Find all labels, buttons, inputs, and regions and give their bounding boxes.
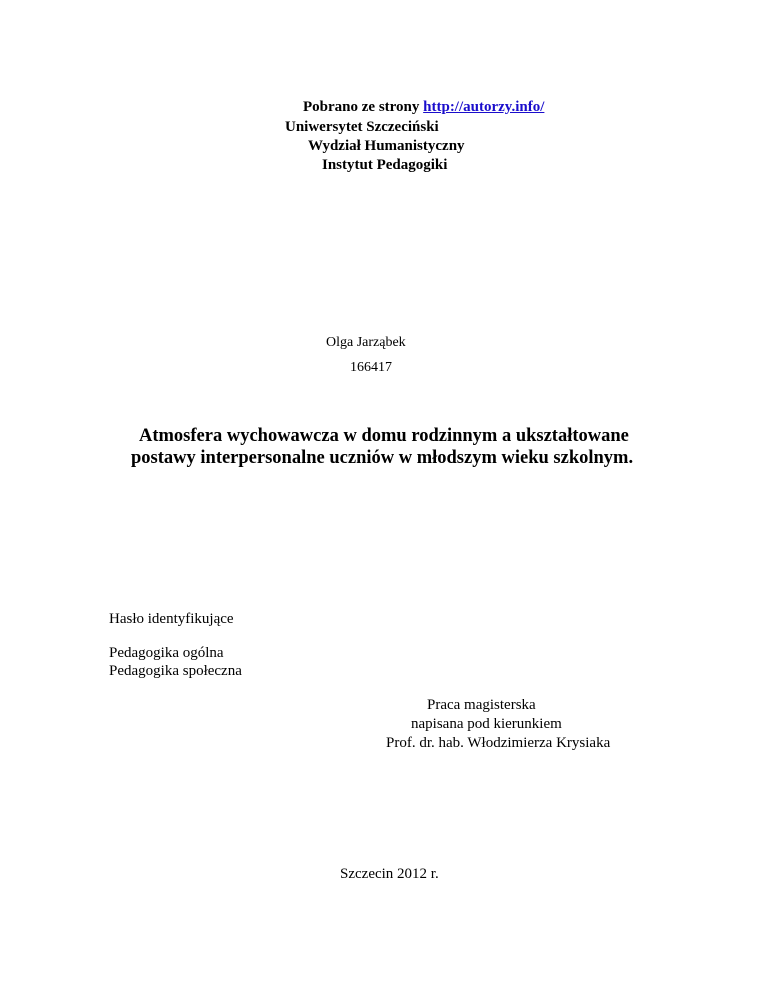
- supervision-note: napisana pod kierunkiem: [411, 716, 562, 732]
- university-name: Uniwersytet Szczeciński: [285, 119, 439, 135]
- downloaded-from-line: [303, 99, 544, 116]
- author-name: Olga Jarząbek: [326, 335, 406, 350]
- keywords-heading: Hasło identyfikujące: [109, 611, 234, 627]
- thesis-title-line-1: Atmosfera wychowawcza w domu rodzinnym a ukształtowane: [139, 426, 629, 446]
- place-and-date: Szczecin 2012 r.: [340, 866, 439, 882]
- faculty-name: Wydział Humanistyczny: [308, 138, 465, 154]
- keyword-item: Pedagogika społeczna: [109, 663, 242, 679]
- student-id: 166417: [350, 360, 392, 375]
- source-link[interactable]: http://autorzy.info/: [423, 99, 545, 115]
- thesis-title-line-2: postawy interpersonalne uczniów w młodszym wieku szkolnym.: [131, 448, 634, 468]
- keyword-item: Pedagogika ogólna: [109, 645, 224, 661]
- thesis-type: Praca magisterska: [427, 697, 536, 713]
- supervisor-name: Prof. dr. hab. Włodzimierza Krysiaka: [386, 735, 611, 751]
- institute-name: Instytut Pedagogiki: [322, 157, 448, 173]
- downloaded-from-label: Pobrano ze strony: [303, 99, 420, 115]
